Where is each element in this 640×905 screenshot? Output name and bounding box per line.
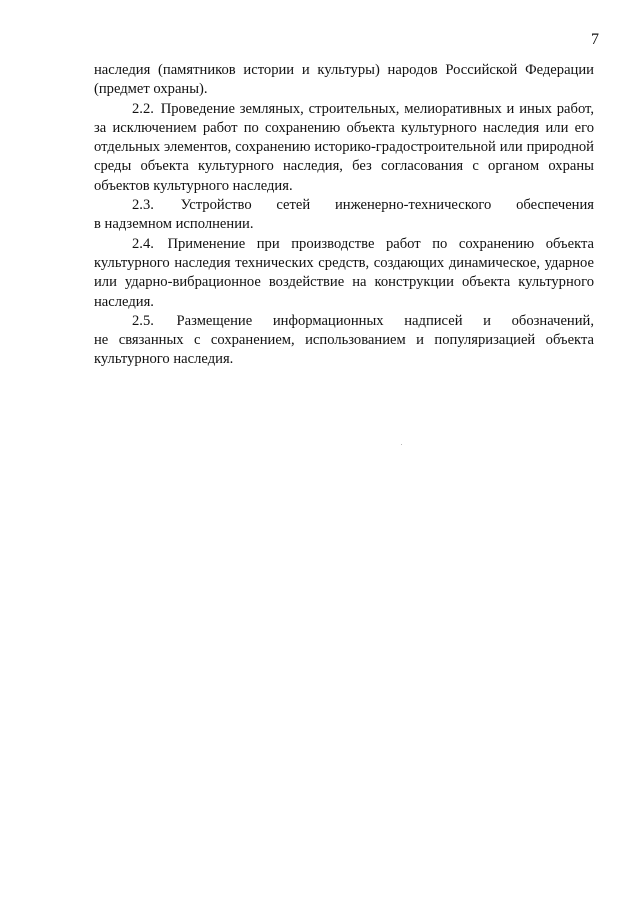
- paragraph-text: Размещение информационных надписей и обозначений,: [176, 312, 594, 329]
- paragraph-2-5-line-1: [94, 312, 594, 331]
- paragraph-number: 2.2.: [132, 100, 154, 117]
- scan-speck: [401, 444, 402, 445]
- paragraph-continuation: [94, 61, 594, 100]
- paragraph-2-2: [94, 100, 594, 196]
- paragraph-2-3-line-2: [94, 215, 594, 234]
- document-body: [94, 61, 594, 370]
- paragraph-text: Применение при производстве работ по сохранению объекта культурного наследия технических средств, создающих динамическое, ударное или ударно-вибрационное воздействие на конструкции объекта культурного наследия.: [94, 235, 595, 310]
- page-number: 7: [591, 31, 599, 48]
- paragraph-2-4: [94, 235, 594, 312]
- paragraph-number: 2.5.: [132, 312, 154, 329]
- paragraph-text: не связанных с сохранением, использованием и популяризацией объекта культурного наследия.: [94, 332, 594, 368]
- paragraph-text: Устройство сетей инженерно-технического обеспечения: [180, 197, 594, 214]
- paragraph-text: Проведение земляных, строительных, мелиоративных и иных работ, за исключением работ по сохранению объекта культурного наследия или его отдельных элементов, сохранению историко-градостроительной или природной среды объекта культурного наследия, без согласования с органом охраны объектов культурного наследия.: [94, 100, 594, 194]
- paragraph-number: 2.3.: [132, 197, 154, 214]
- paragraph-2-3-line-1: [94, 196, 594, 215]
- paragraph-number: 2.4.: [132, 235, 154, 252]
- paragraph-text: в надземном исполнении.: [94, 216, 254, 233]
- paragraph-2-5-line-2: [94, 331, 594, 370]
- paragraph-text: наследия (памятников истории и культуры) народов Российской Федерации (предмет охраны).: [94, 62, 594, 98]
